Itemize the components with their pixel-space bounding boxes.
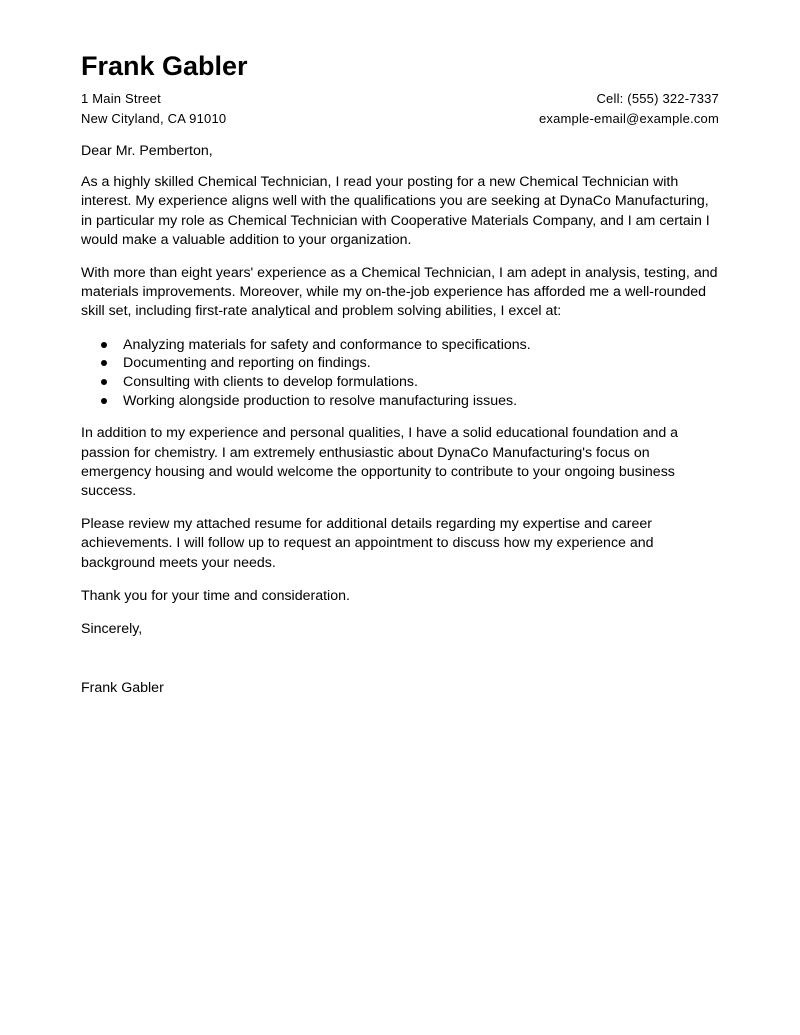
bullet-icon (101, 360, 107, 366)
thanks-line: Thank you for your time and consideration. (81, 587, 350, 604)
bullet-icon (101, 342, 107, 348)
bullet-icon (101, 398, 107, 404)
paragraph-4 (81, 515, 719, 573)
salutation: Dear Mr. Pemberton, (81, 143, 213, 159)
skills-list (81, 336, 719, 411)
paragraph-line: emergency housing and would welcome the opportunity to contribute to your ongoing business (81, 463, 675, 480)
paragraph-line: achievements. I will follow up to request an appointment to discuss how my experience and (81, 535, 654, 552)
list-item: Documenting and reporting on findings. (81, 354, 719, 373)
paragraph-line: Please review my attached resume for additional details regarding my expertise and career (81, 516, 652, 533)
closing: Sincerely, (81, 621, 143, 637)
paragraph-line: interest. My experience aligns well with the qualifications you are seeking at DynaCo Manufacturing, (81, 193, 709, 210)
email: example-email@example.com (538, 110, 719, 126)
paragraph-line: As a highly skilled Chemical Technician, I read your posting for a new Chemical Technician with (81, 174, 679, 191)
paragraph-1 (81, 173, 719, 250)
contact-row-2 (81, 109, 719, 129)
paragraph-line: passion for chemistry. I am extremely enthusiastic about DynaCo Manufacturing's focus on (81, 444, 650, 461)
phone: Cell: (555) 322-7337 (596, 91, 719, 106)
letter-body (81, 142, 719, 698)
paragraph-line: materials improvements. Moreover, while my on-the-job experience has afforded me a well-rounded (81, 284, 707, 301)
paragraph-line: would make a valuable addition to your organization. (81, 231, 412, 248)
paragraph-3 (81, 424, 719, 501)
list-item: Consulting with clients to develop formulations. (81, 373, 719, 392)
address-line-2: New Cityland, CA 91010 (81, 110, 227, 126)
paragraph-2 (81, 264, 719, 322)
paragraph-line: With more than eight years' experience as a Chemical Technician, I am adept in analysis, testing, and (81, 265, 718, 282)
paragraph-line: In addition to my experience and personal qualities, I have a solid educational foundation and a (81, 425, 679, 442)
contact-block (81, 89, 719, 128)
sender-name: Frank Gabler (81, 51, 248, 81)
paragraph-line: success. (81, 482, 137, 499)
paragraph-line: in particular my role as Chemical Technician with Cooperative Materials Company, and I am certain I (81, 212, 710, 229)
list-item: Analyzing materials for safety and conformance to specifications. (81, 336, 719, 355)
paragraph-line: background meets your needs. (81, 554, 276, 571)
contact-row-1 (81, 89, 719, 109)
address-line-1: 1 Main Street (81, 91, 161, 106)
signature: Frank Gabler (81, 680, 164, 697)
paragraph-line: skill set, including first-rate analytical and problem solving abilities, I excel at: (81, 303, 562, 320)
bullet-icon (101, 379, 107, 385)
list-item: Working alongside production to resolve manufacturing issues. (81, 392, 719, 411)
